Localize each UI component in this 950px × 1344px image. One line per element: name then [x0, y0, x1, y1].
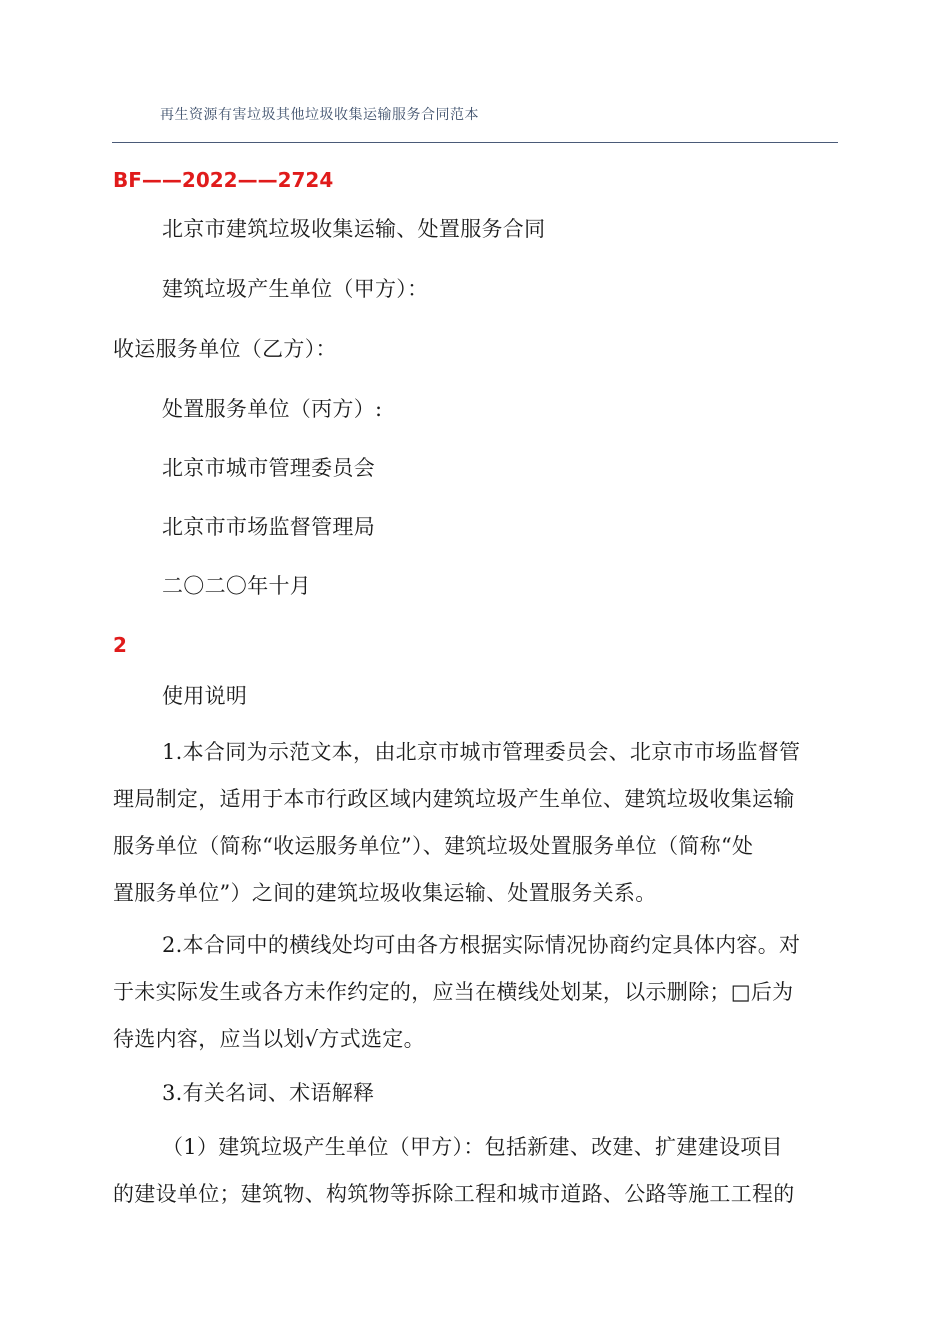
- party-a-label: 建筑垃圾产生单位（甲方）：: [162, 277, 429, 301]
- paragraph-line: 1.本合同为示范文本，由北京市城市管理委员会、北京市市场监督管: [162, 740, 801, 764]
- instruction-item-1: [113, 729, 838, 917]
- paragraph-line: 于未实际发生或各方未作约定的，应当在横线处划某，以示删除；□后为: [113, 980, 794, 1004]
- issue-date: 二〇二〇年十月: [162, 574, 312, 598]
- instruction-item-2: [113, 922, 838, 1063]
- party-b-label: 收运服务单位（乙方）：: [113, 337, 337, 361]
- party-c-label: 处置服务单位（丙方）:: [162, 397, 383, 421]
- running-header-title: 再生资源有害垃圾其他垃圾收集运输服务合同范本: [160, 107, 479, 123]
- instruction-item-3-1: [113, 1124, 838, 1218]
- paragraph-line: 2.本合同中的横线处均可由各方根据实际情况协商约定具体内容。对: [162, 933, 801, 957]
- issuer-2: 北京市市场监督管理局: [162, 515, 375, 539]
- page-marker: 2: [113, 633, 127, 657]
- header-divider: [112, 142, 838, 143]
- instruction-item-3-heading: 3.有关名词、术语解释: [162, 1081, 375, 1105]
- issuer-1: 北京市城市管理委员会: [162, 456, 375, 480]
- contract-title: 北京市建筑垃圾收集运输、处置服务合同: [162, 217, 546, 241]
- paragraph-line: 待选内容，应当以划√方式选定。: [113, 1027, 425, 1051]
- paragraph-line: 服务单位（简称“收运服务单位”）、建筑垃圾处置服务单位（简称“处: [113, 834, 754, 858]
- paragraph-line: （1）建筑垃圾产生单位（甲方）：包括新建、改建、扩建建设项目: [162, 1135, 783, 1159]
- paragraph-line: 的建设单位；建筑物、构筑物等拆除工程和城市道路、公路等施工工程的: [113, 1182, 795, 1206]
- paragraph-line: 理局制定，适用于本市行政区域内建筑垃圾产生单位、建筑垃圾收集运输: [113, 787, 795, 811]
- paragraph-line: 置服务单位”）之间的建筑垃圾收集运输、处置服务关系。: [113, 881, 657, 905]
- instructions-heading: 使用说明: [162, 684, 248, 708]
- document-code: BF——2022——2724: [113, 168, 334, 192]
